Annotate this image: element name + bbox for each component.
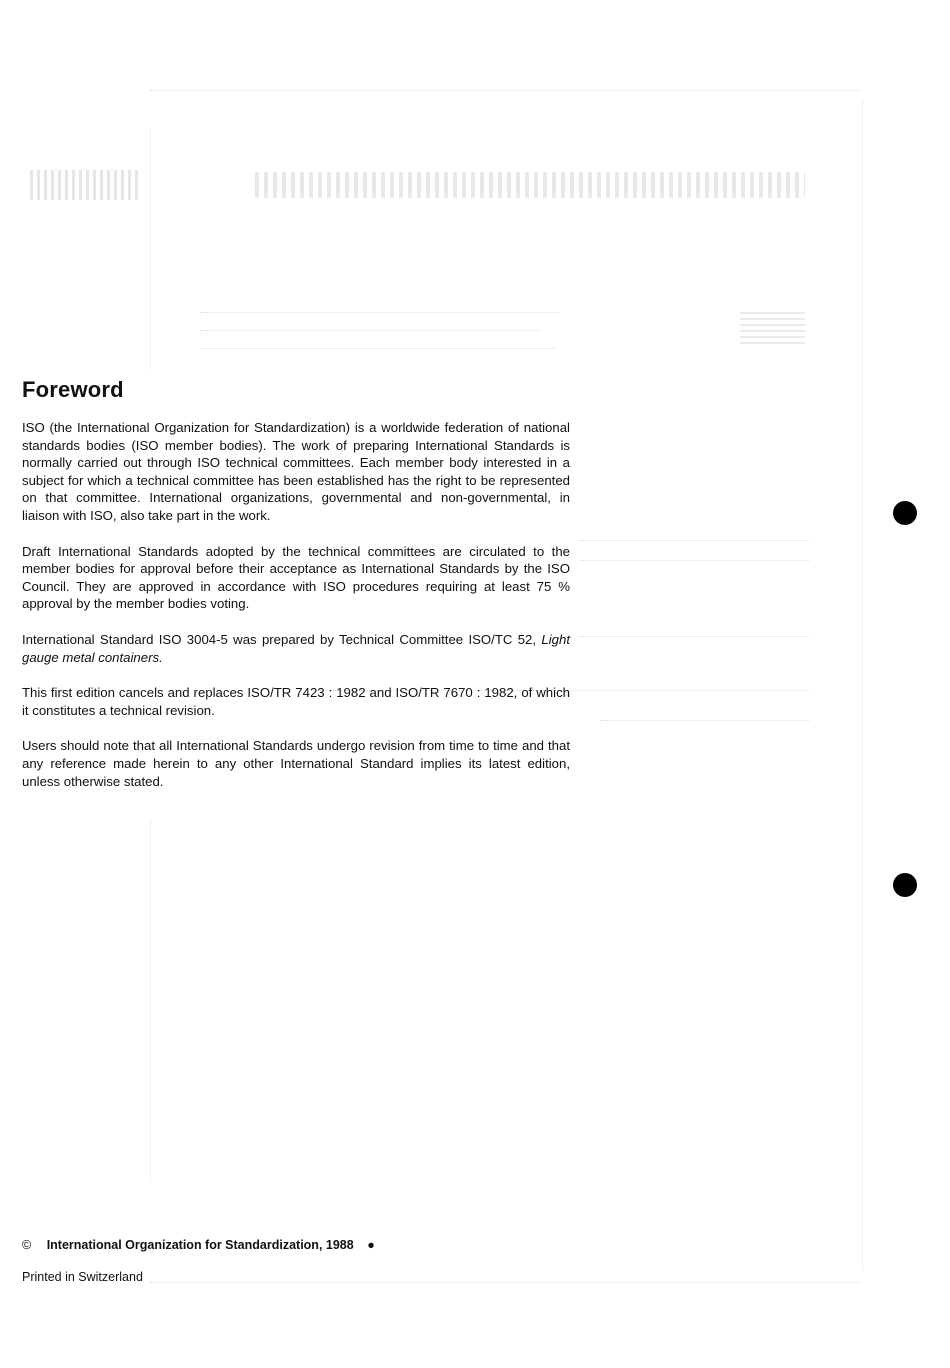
foreword-paragraph-4: This first edition cancels and replaces ISO/TR 7423 : 1982 and ISO/TR 7670 : 1982, of which it constitutes a technical revision.: [22, 685, 570, 718]
scan-artifact-block: [30, 170, 140, 200]
printed-in-line: Printed in Switzerland: [22, 1270, 143, 1284]
foreword-paragraph-3: [22, 631, 570, 666]
foreword-paragraph-2: Draft International Standards adopted by the technical committees are circulated to the member bodies for approval before their acceptance as International Standards by the ISO Council. They are approved in accordance with ISO procedures requiring at least 75 % approval by the member bodies voting.: [22, 543, 570, 612]
scan-artifact-line: [862, 100, 863, 1270]
copyright-symbol: ©: [22, 1238, 32, 1252]
copyright-bullet: ●: [367, 1238, 375, 1252]
committee-title: Light gauge metal containers.: [22, 631, 570, 665]
scan-artifact-line: [580, 540, 810, 541]
scan-artifact-line: [150, 90, 860, 91]
foreword-paragraph-1: ISO (the International Organization for Standardization) is a worldwide federation of national standards bodies (ISO member bodies). The work of preparing International Standards is normally carried out through ISO technical committees. Each member body interested in a subject for which a technical committee has been established has the right to be represented on that committee. International organizations, governmental and non-governmental, in liaison with ISO, also take part in the work.: [22, 420, 570, 523]
copyright-text: International Organization for Standardization, 1988: [46, 1238, 354, 1252]
scan-artifact-line: [580, 560, 810, 561]
foreword-body: [22, 419, 570, 808]
scan-artifact-line: [150, 1282, 860, 1283]
scan-artifact-block: [740, 310, 805, 344]
foreword-heading: Foreword: [22, 377, 124, 402]
scan-artifact-line: [150, 130, 151, 370]
scan-artifact-line: [200, 312, 560, 313]
scan-artifact-block: [255, 172, 805, 198]
foreword-paragraph-5: Users should note that all International Standards undergo revision from time to time and that any reference made herein to any other International Standard implies its latest edition, unless otherwise stated.: [22, 738, 570, 789]
scan-artifact-line: [600, 720, 810, 721]
scan-artifact-line: [200, 330, 540, 331]
scan-artifact-line: [200, 348, 555, 349]
copyright-line: [22, 1238, 375, 1252]
scan-artifact-line: [580, 636, 810, 637]
scan-artifact-line: [150, 820, 151, 1180]
foreword-paragraph-3-lead: International Standard ISO 3004-5 was prepared by Technical Committee ISO/TC 52,: [22, 631, 537, 647]
punch-hole-mark: [893, 873, 917, 897]
punch-hole-mark: [893, 501, 917, 525]
